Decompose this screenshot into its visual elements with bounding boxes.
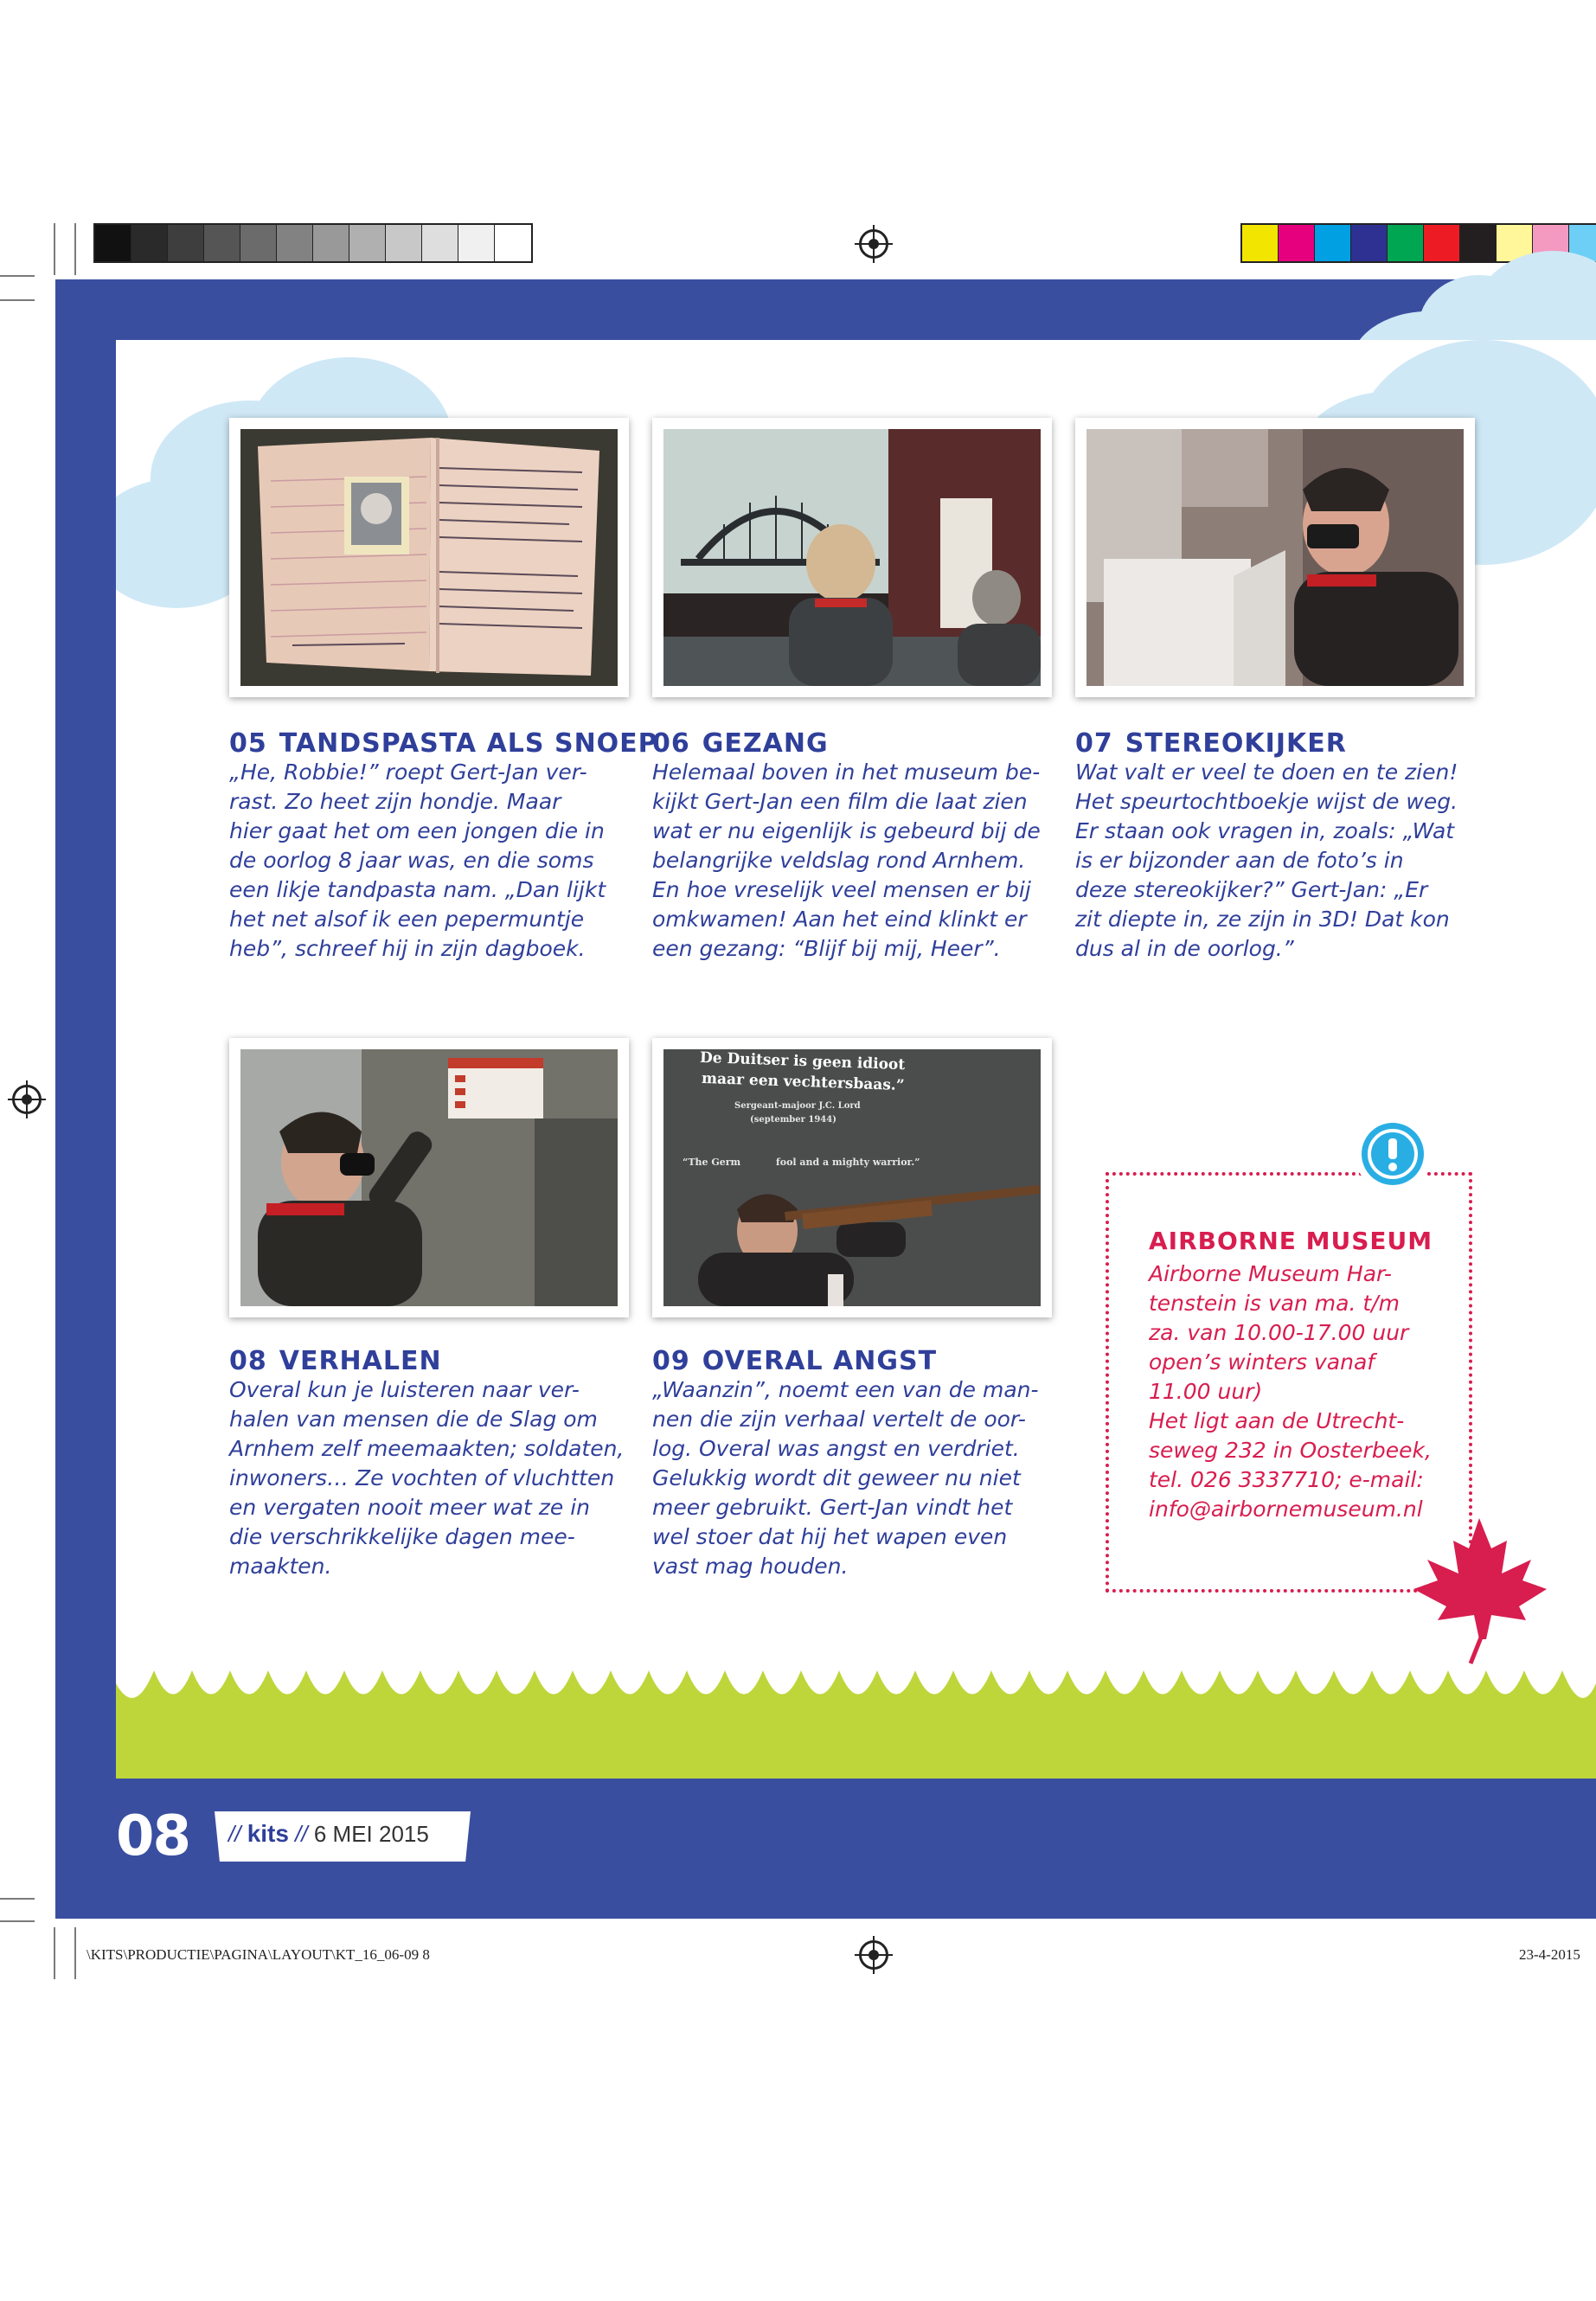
footer-slash: // <box>295 1821 308 1847</box>
listening-illustration <box>240 1049 618 1306</box>
registration-mark-icon <box>859 229 888 259</box>
diary-illustration <box>240 429 618 686</box>
stereoscope-illustration <box>1086 429 1464 686</box>
info-title: AIRBORNE MUSEUM <box>1149 1227 1433 1255</box>
footer-date: 6 MEI 2015 <box>313 1821 429 1847</box>
crop-mark <box>54 1927 55 1979</box>
grass-strip <box>116 1721 1596 1779</box>
museum-quote-en-b: fool and a mighty warrior.” <box>776 1157 920 1168</box>
photo-stereoscope <box>1075 418 1475 697</box>
photo-listening <box>229 1038 629 1317</box>
museum-quote-line2: maar een vechtersbaas.” <box>701 1069 905 1095</box>
section-05-body: „He, Robbie!” roept Gert-Jan ver- rast. Zo heet zijn hondje. Maar hier gaat het om een jongen die in de oorlog 8 jaar was, en die soms een likje tandpasta nam. „Dan lijkt het net alsof ik een pepermuntje heb”, schreef hij in zijn dagboek. <box>229 760 606 961</box>
museum-quote-en-a: “The Germ <box>683 1157 741 1168</box>
photo-film <box>652 418 1052 697</box>
section-09-body: „Waanzin”, noemt een van de man- nen die zijn verhaal vertelt de oor- log. Overal was angst en verdriet. Gelukkig wordt dit geweer nu niet meer gebruikt. Gert-Jan vindt het wel stoer dat hij het wapen even vast mag houden. <box>652 1377 1039 1579</box>
page-number: 08 <box>116 1804 190 1868</box>
footer-masthead <box>228 1820 429 1848</box>
maple-leaf-icon <box>1401 1509 1557 1665</box>
museum-attrib-line2: (september 1944) <box>750 1115 836 1125</box>
crop-mark <box>74 1927 76 1979</box>
section-07-heading: 07 STEREOKIJKER <box>1075 728 1347 759</box>
footer-slash: // <box>228 1821 241 1847</box>
section-09-heading: 09 OVERAL ANGST <box>652 1346 938 1376</box>
section-08-body: Overal kun je luisteren naar ver- halen van mensen die de Slag om Arnhem zelf meemaakten; soldaten, inwoners… Ze vochten of vluchtten en vergaten nooit meer wat ze in die verschrikkelijke dagen mee- maakten. <box>229 1377 625 1579</box>
section-06-heading: 06 GEZANG <box>652 728 829 759</box>
section-07-body: Wat valt er veel te doen en te zien! Het speurtochtboekje wijst de weg. Er staan ook vragen in, zoals: „Wat is er bijzonder aan de foto’s in deze stereokijker?” Gert-Jan: „Er zit diepte in, ze zijn in 3D! Dat kon dus al in de oorlog.” <box>1075 760 1458 961</box>
info-body: Airborne Museum Har- tenstein is van ma. t/m za. van 10.00-17.00 uur open’s winters vanaf 11.00 uur) Het ligt aan de Utrecht- seweg 232 in Oosterbeek, tel. 026 3337710; e-mail: info@airbornemuseum.nl <box>1149 1261 1432 1522</box>
section-06-body: Helemaal boven in het museum be- kijkt Gert-Jan een film die laat zien wat er nu eigenlijk is gebeurd bij de belangrijke veldslag rond Arnhem. En hoe vreselijk veel mensen er bij omkwamen! Aan het eind klinkt er een gezang: “Blijf bij mij, Heer”. <box>652 760 1041 961</box>
crop-mark <box>0 1898 35 1900</box>
greyscale-bar <box>93 223 533 263</box>
registration-mark-icon <box>12 1085 42 1114</box>
museum-attrib-line1: Sergeant-majoor J.C. Lord <box>734 1101 861 1111</box>
crop-mark <box>74 223 76 275</box>
photo-diary <box>229 418 629 697</box>
crop-mark <box>0 299 35 301</box>
slug-path: \KITS\PRODUCTIE\PAGINA\LAYOUT\KT_16_06-09 8 <box>87 1946 430 1963</box>
crop-mark <box>54 223 55 275</box>
section-08-heading: 08 VERHALEN <box>229 1346 442 1376</box>
photo-rifle <box>652 1038 1052 1317</box>
exclamation-icon <box>1360 1121 1426 1187</box>
film-illustration <box>663 429 1041 686</box>
footer-brand: kits <box>247 1820 289 1847</box>
museum-quote-line1: De Duitser is geen idioot <box>699 1049 906 1074</box>
crop-mark <box>0 1920 35 1922</box>
section-05-heading: 05 TANDSPASTA ALS SNOEP <box>229 728 658 759</box>
grass-scallops <box>116 1666 1596 1727</box>
slug-date: 23-4-2015 <box>1519 1946 1580 1963</box>
crop-mark <box>0 275 35 277</box>
registration-mark-icon <box>859 1940 888 1970</box>
